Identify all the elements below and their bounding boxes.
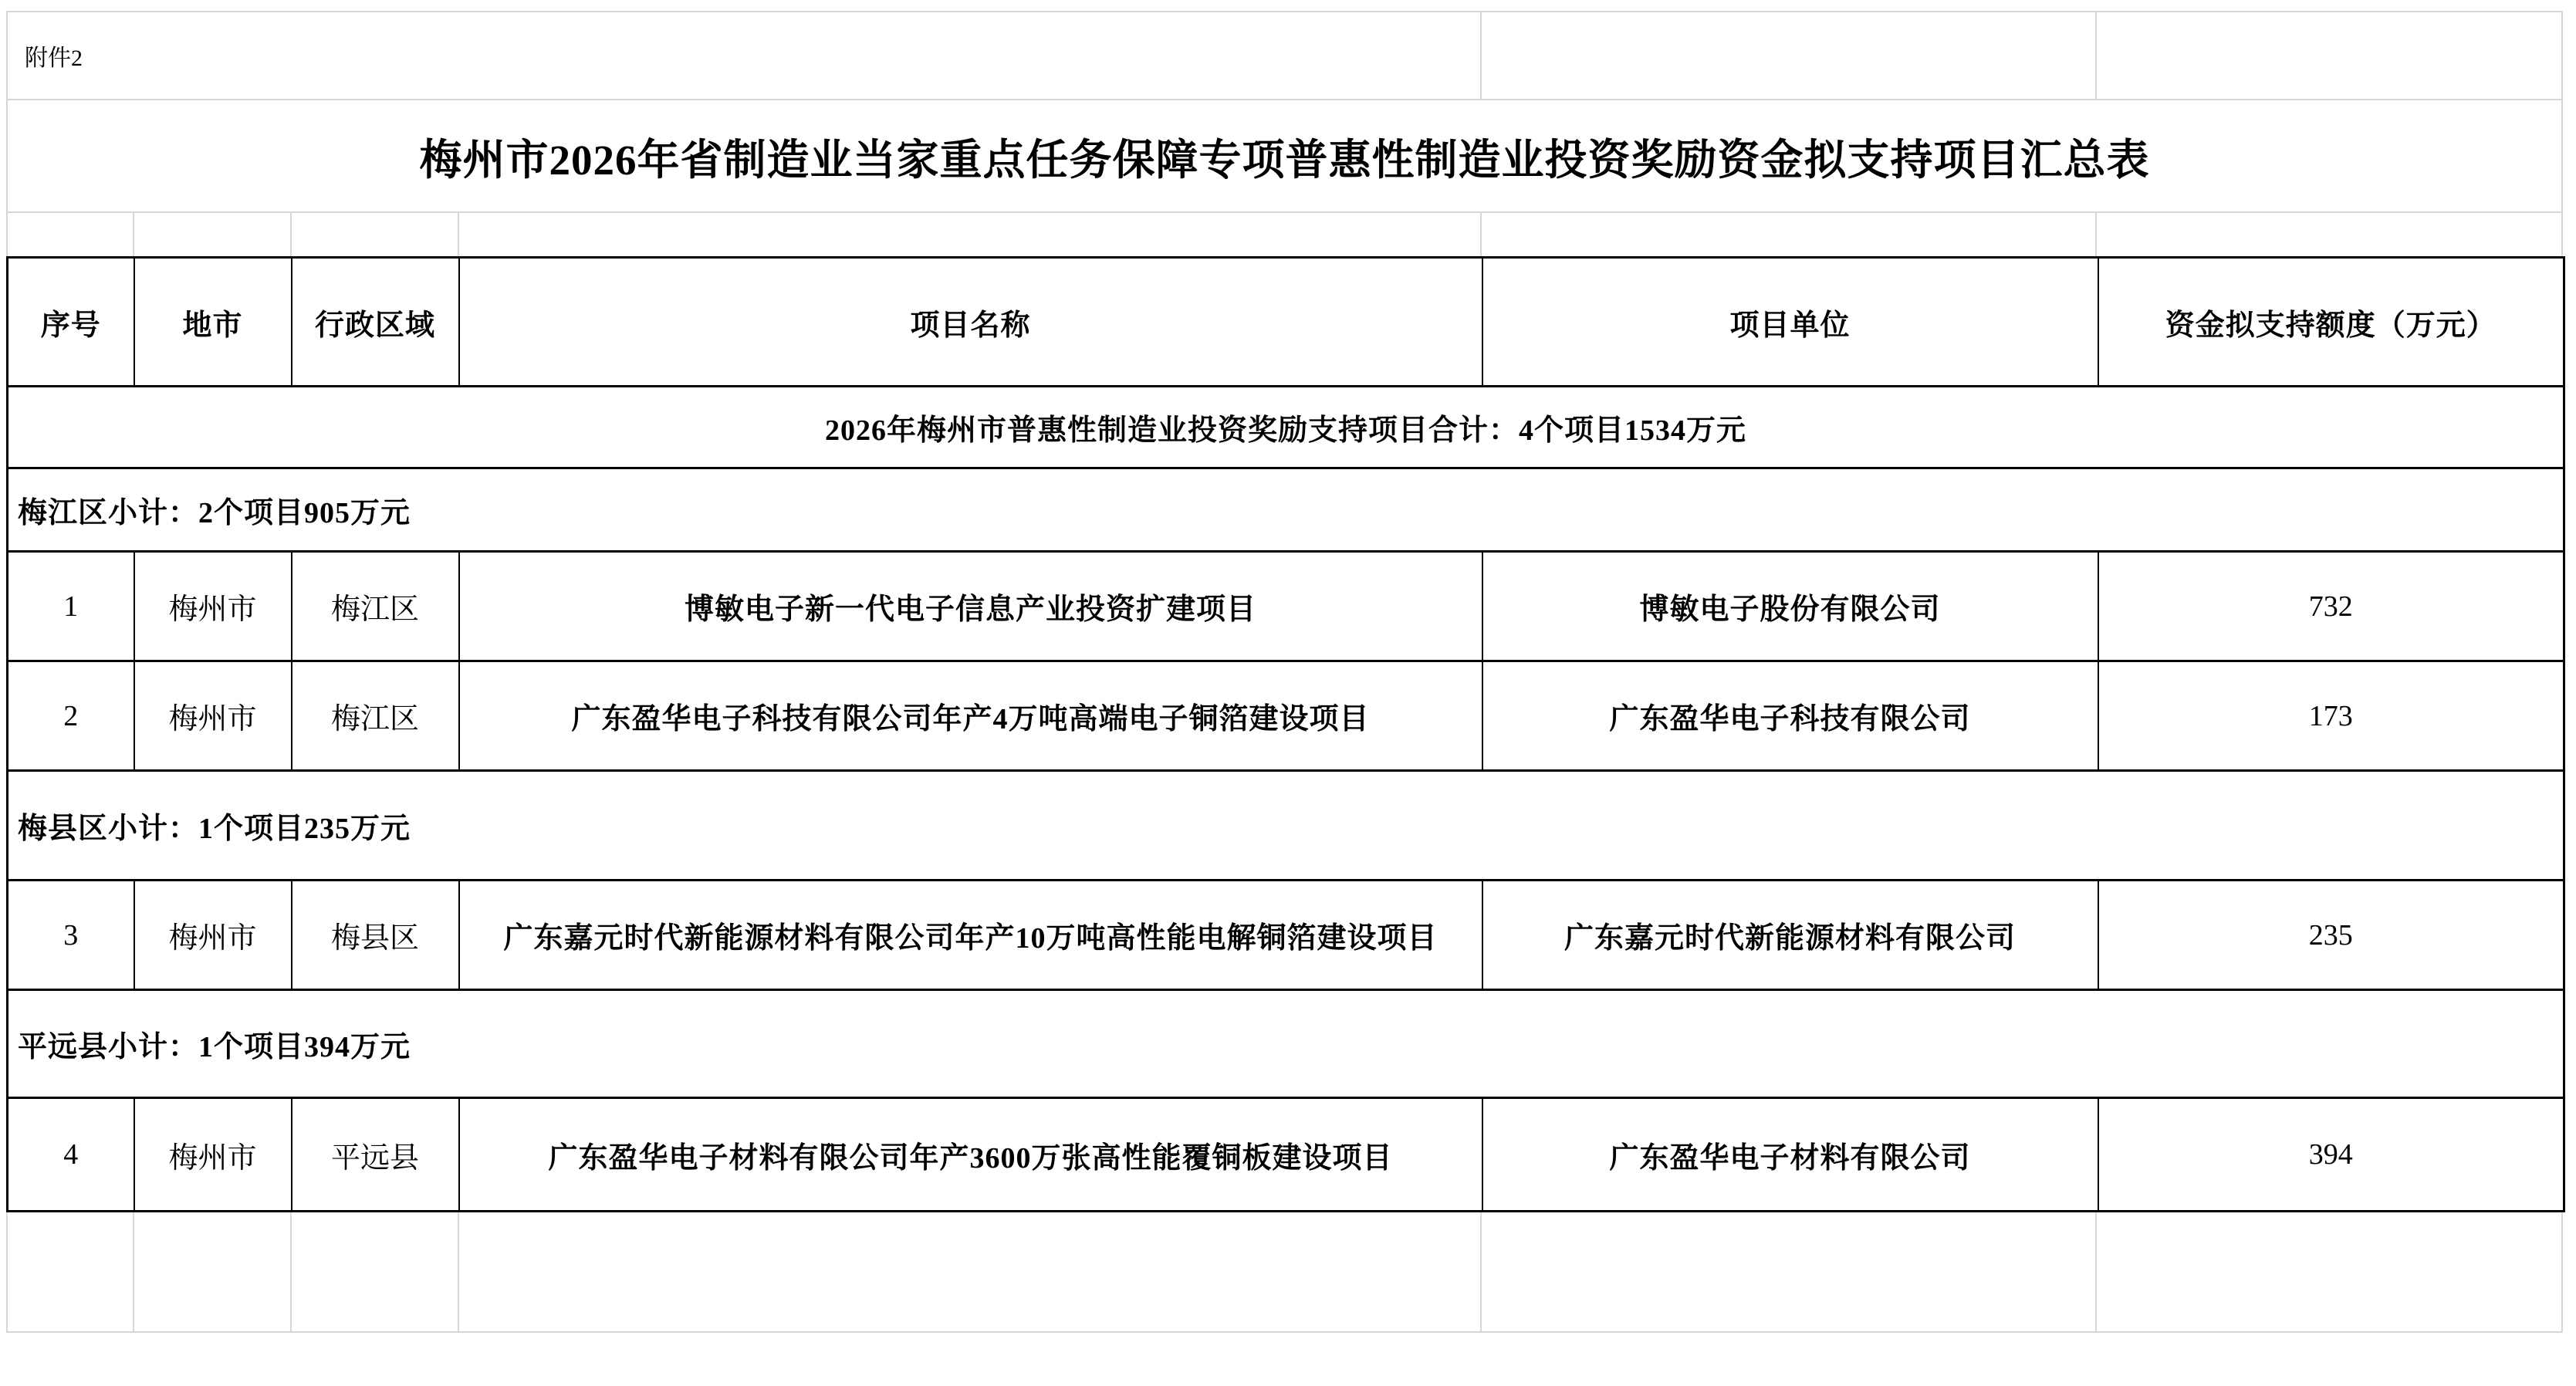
cell-district: 梅江区 xyxy=(292,552,459,661)
empty-cell xyxy=(2097,213,2563,256)
cell-city: 梅州市 xyxy=(134,552,292,661)
subtotal-row-pingyuan xyxy=(8,990,2564,1098)
cell-unit: 博敏电子股份有限公司 xyxy=(1482,552,2098,661)
cell-district: 平远县 xyxy=(292,1098,459,1212)
col-header-seq: 序号 xyxy=(8,258,134,387)
empty-cell xyxy=(2097,12,2563,99)
empty-cell xyxy=(1482,1212,2098,1331)
empty-cell xyxy=(1482,12,2098,99)
empty-cell xyxy=(292,213,459,256)
empty-cell xyxy=(134,213,292,256)
empty-cell xyxy=(2097,1212,2563,1331)
header-row xyxy=(8,258,2564,387)
empty-cell xyxy=(1482,213,2098,256)
cell-project: 博敏电子新一代电子信息产业投资扩建项目 xyxy=(459,552,1482,661)
cell-seq: 3 xyxy=(8,881,134,990)
cell-unit: 广东嘉元时代新能源材料有限公司 xyxy=(1482,881,2098,990)
table-row xyxy=(8,881,2564,990)
cell-project: 广东盈华电子材料有限公司年产3600万张高性能覆铜板建设项目 xyxy=(459,1098,1482,1212)
summary-row xyxy=(8,387,2564,468)
subtotal-text: 平远县小计：1个项目394万元 xyxy=(8,990,2564,1098)
pre-table-area xyxy=(6,11,2563,256)
cell-unit: 广东盈华电子材料有限公司 xyxy=(1482,1098,2098,1212)
subtotal-text: 梅江区小计：2个项目905万元 xyxy=(8,468,2564,552)
subtotal-row-meixian xyxy=(8,771,2564,881)
col-header-district: 行政区域 xyxy=(292,258,459,387)
cell-amount: 173 xyxy=(2098,661,2564,771)
summary-text: 2026年梅州市普惠性制造业投资奖励支持项目合计：4个项目1534万元 xyxy=(8,387,2564,468)
attachment-row xyxy=(8,12,2563,100)
spacer-row xyxy=(8,213,2563,256)
cell-amount: 235 xyxy=(2098,881,2564,990)
projects-table xyxy=(6,256,2565,1212)
cell-project: 广东嘉元时代新能源材料有限公司年产10万吨高性能电解铜箔建设项目 xyxy=(459,881,1482,990)
cell-district: 梅县区 xyxy=(292,881,459,990)
cell-city: 梅州市 xyxy=(134,881,292,990)
table-row xyxy=(8,661,2564,771)
cell-unit: 广东盈华电子科技有限公司 xyxy=(1482,661,2098,771)
col-header-city: 地市 xyxy=(134,258,292,387)
attachment-label: 附件2 xyxy=(8,12,1482,99)
empty-cell xyxy=(8,1212,134,1331)
cell-seq: 4 xyxy=(8,1098,134,1212)
empty-cell xyxy=(459,213,1482,256)
cell-district: 梅江区 xyxy=(292,661,459,771)
cell-seq: 2 xyxy=(8,661,134,771)
cell-amount: 732 xyxy=(2098,552,2564,661)
col-header-amount: 资金拟支持额度（万元） xyxy=(2098,258,2564,387)
title-row xyxy=(8,100,2563,213)
cell-city: 梅州市 xyxy=(134,1098,292,1212)
subtotal-row-meijiang xyxy=(8,468,2564,552)
cell-city: 梅州市 xyxy=(134,661,292,771)
subtotal-text: 梅县区小计：1个项目235万元 xyxy=(8,771,2564,881)
col-header-unit: 项目单位 xyxy=(1482,258,2098,387)
empty-cell xyxy=(459,1212,1482,1331)
table-row xyxy=(8,552,2564,661)
cell-project: 广东盈华电子科技有限公司年产4万吨高端电子铜箔建设项目 xyxy=(459,661,1482,771)
cell-seq: 1 xyxy=(8,552,134,661)
col-header-project: 项目名称 xyxy=(459,258,1482,387)
cell-amount: 394 xyxy=(2098,1098,2564,1212)
empty-cell xyxy=(134,1212,292,1331)
empty-cell xyxy=(292,1212,459,1331)
empty-cell xyxy=(8,213,134,256)
post-table-area xyxy=(6,1212,2563,1333)
page-title: 梅州市2026年省制造业当家重点任务保障专项普惠性制造业投资奖励资金拟支持项目汇总表 xyxy=(8,100,2563,211)
table-row xyxy=(8,1098,2564,1212)
